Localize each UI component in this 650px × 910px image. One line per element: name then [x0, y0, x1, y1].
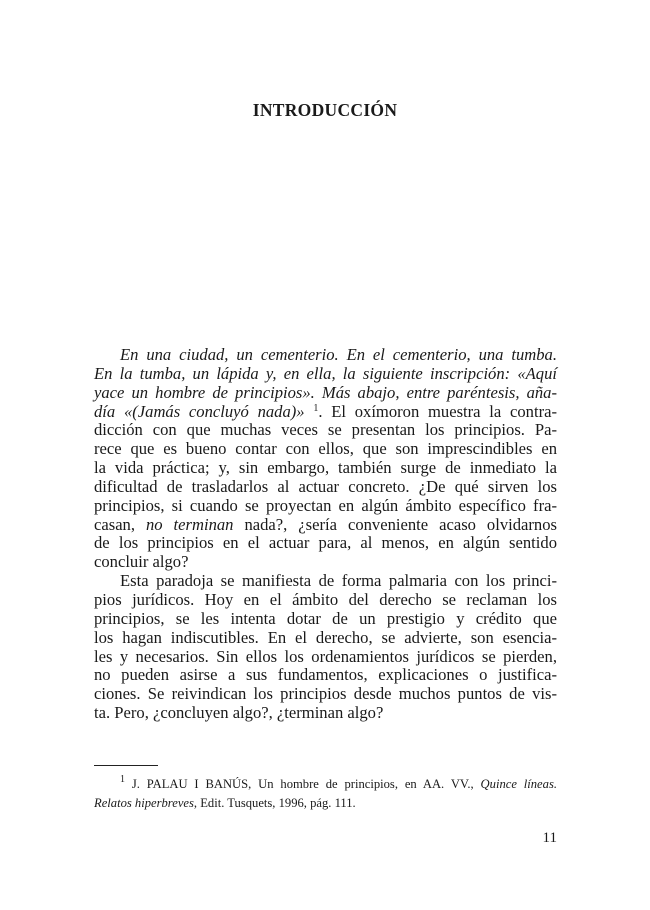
body-line — [94, 610, 557, 629]
text-segment: día «(Jamás concluyó nada)» — [94, 401, 314, 421]
text-segment: , Edit. Tusquets, 1996, pág. 111. — [193, 796, 356, 810]
text-segment: no pueden asirse a sus fundamentos, explicaciones o justifica- — [94, 665, 557, 685]
text-segment: nada?, ¿sería conveniente acaso olvidarnos — [233, 514, 557, 534]
body-text — [94, 346, 557, 723]
body-line — [94, 534, 557, 553]
body-line — [94, 591, 557, 610]
body-line — [94, 572, 557, 591]
body-line — [94, 704, 557, 723]
body-line — [94, 421, 557, 440]
text-segment: principios, si cuando se proyectan en algún ámbito específico fra- — [94, 495, 557, 515]
text-segment: dicción con que muchas veces se presentan los principios. Pa- — [94, 420, 557, 440]
body-line — [94, 440, 557, 459]
body-line — [94, 648, 557, 667]
text-segment: Esta paradoja se manifiesta de forma palmaria con los princi- — [120, 571, 557, 591]
text-segment: los hagan indiscutibles. En el derecho, se advierte, son esencia- — [94, 627, 557, 647]
body-line — [94, 459, 557, 478]
text-segment: Quince líneas. — [480, 777, 557, 791]
page-number: 11 — [542, 830, 557, 846]
text-segment: no terminan — [145, 514, 234, 534]
body-line — [94, 365, 557, 384]
body-line — [94, 553, 557, 572]
text-segment: ciones. Se reivindican los principios desde muchos puntos de vis- — [94, 684, 557, 704]
text-segment: rece que es bueno contar con ellos, que son imprescindibles en — [94, 439, 557, 459]
footnote-line — [94, 775, 557, 794]
text-segment: dificultad de trasladarlos al actuar concreto. ¿De qué sirven los — [94, 476, 557, 496]
body-line — [94, 403, 557, 422]
footnote-marker: 1 — [120, 774, 125, 785]
footnote-line — [94, 794, 557, 813]
text-segment: concluir algo? — [94, 552, 189, 572]
text-segment: J. PALAU I BANÚS, Un hombre de principios, en AA. VV., — [125, 777, 481, 791]
text-segment: pios jurídicos. Hoy en el ámbito del derecho se reclaman los — [94, 589, 557, 609]
text-segment: ta. Pero, ¿concluyen algo?, ¿terminan algo? — [94, 703, 384, 723]
body-line — [94, 497, 557, 516]
body-line — [94, 629, 557, 648]
body-line — [94, 346, 557, 365]
footnote-separator — [94, 765, 158, 766]
text-segment: yace un hombre de principios». Más abajo, entre paréntesis, aña- — [94, 382, 557, 402]
footnote-marker: 1 — [313, 402, 319, 414]
text-segment: En una ciudad, un cementerio. En el cementerio, una tumba. — [120, 345, 557, 364]
text-segment: Relatos hiperbreves — [94, 796, 194, 810]
chapter-heading: INTRODUCCIÓN — [252, 100, 398, 120]
body-line — [94, 516, 557, 535]
text-segment: les y necesarios. Sin ellos los ordenamientos jurídicos se pierden, — [94, 646, 557, 666]
text-segment: . El oxímoron muestra la contra- — [318, 401, 557, 421]
text-segment: de los principios en el actuar para, al menos, en algún sentido — [94, 533, 557, 553]
body-line — [94, 478, 557, 497]
text-segment: la vida práctica; y, sin embargo, también surge de inmediato la — [94, 458, 557, 478]
text-segment: En la tumba, un lápida y, en ella, la siguiente inscripción: «Aquí — [94, 363, 557, 383]
text-segment: casan, — [94, 514, 146, 534]
body-line — [94, 384, 557, 403]
body-line — [94, 685, 557, 704]
text-segment: principios, se les intenta dotar de un prestigio y crédito que — [94, 608, 557, 628]
body-line — [94, 666, 557, 685]
footnote — [94, 775, 557, 813]
